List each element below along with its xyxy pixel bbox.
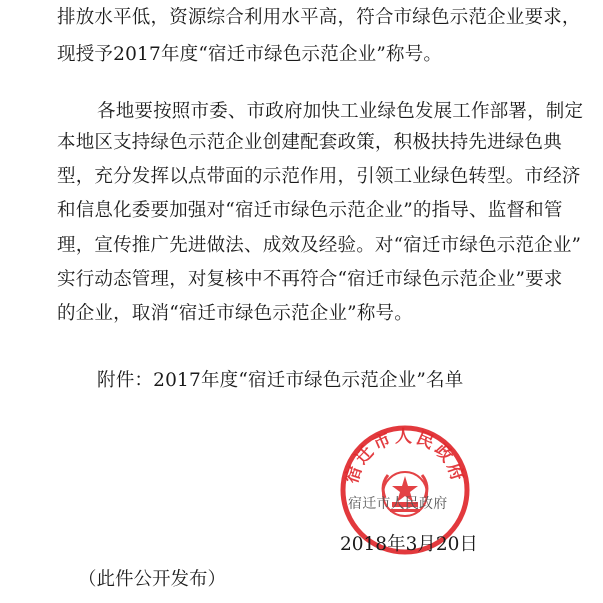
paragraph-2-line-4: 和信息化委要加强对“宿迁市绿色示范企业”的指导、监督和管 <box>57 200 563 221</box>
paragraph-2-line-5: 理，宣传推广先进做法、成效及经验。对“宿迁市绿色示范企业” <box>57 235 582 256</box>
paragraph-2-line-1: 各地要按照市委、市政府加快工业绿色发展工作部署，制定 <box>97 101 584 122</box>
paragraph-1-line-2: 现授予2017年度“宿迁市绿色示范企业”称号。 <box>57 44 443 65</box>
paragraph-2-line-6: 实行动态管理，对复核中不再符合“宿迁市绿色示范企业”要求 <box>57 269 563 290</box>
seal-top-text: 宿迁市人民政府 <box>342 427 468 487</box>
attachment-line: 附件：2017年度“宿迁市绿色示范企业”名单 <box>97 370 464 391</box>
publication-note: （此件公开发布） <box>78 569 227 590</box>
document-date: 2018年3月20日 <box>340 534 478 555</box>
seal-bottom-text: 宿迁市人民政府 <box>348 496 448 512</box>
paragraph-2-line-7: 的企业，取消“宿迁市绿色示范企业”称号。 <box>57 303 413 324</box>
paragraph-2-line-3: 型，充分发挥以点带面的示范作用，引领工业绿色转型。市经济 <box>57 166 581 187</box>
paragraph-1-line-1: 排放水平低，资源综合利用水平高，符合市绿色示范企业要求， <box>57 7 581 28</box>
paragraph-2-line-2: 本地区支持绿色示范企业创建配套政策，积极扶持先进绿色典 <box>57 132 562 153</box>
